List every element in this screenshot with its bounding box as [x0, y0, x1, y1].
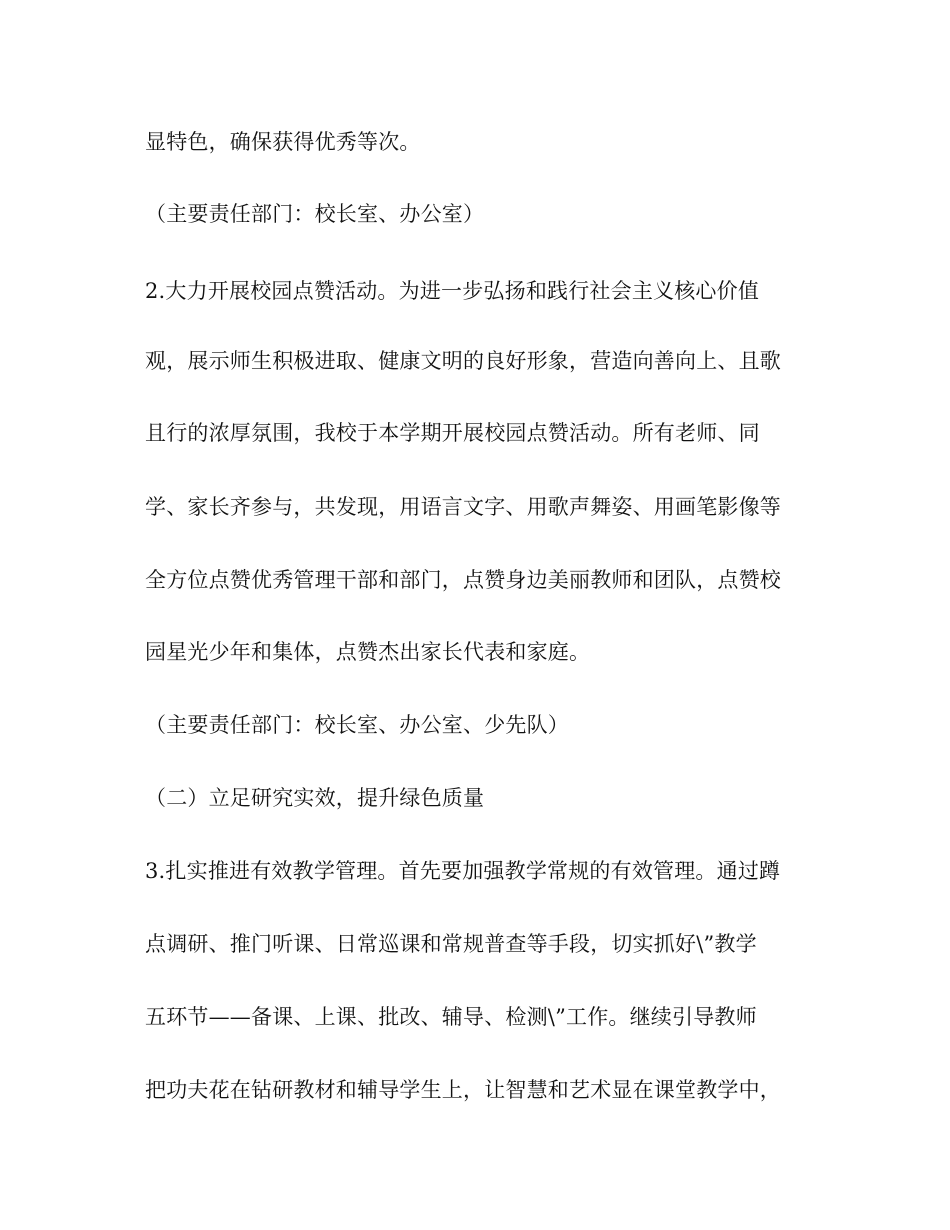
paragraph-line: 园星光少年和集体，点赞杰出家长代表和家庭。 — [145, 640, 591, 664]
paragraph-line: 且行的浓厚氛围，我校于本学期开展校园点赞活动。所有老师、同 — [145, 421, 760, 445]
paragraph-line: 五环节——备课、上课、批改、辅导、检测\”工作。继续引导教师 — [145, 1005, 757, 1029]
responsibility-note: （主要责任部门：校长室、办公室、少先队） — [145, 713, 569, 737]
paragraph-line: 显特色，确保获得优秀等次。 — [145, 130, 421, 154]
paragraph-line: 点调研、推门听课、日常巡课和常规普查等手段，切实抓好\”教学 — [145, 932, 757, 956]
responsibility-note: （主要责任部门：校长室、办公室） — [145, 202, 485, 226]
paragraph-line: 学、家长齐参与，共发现，用语言文字、用歌声舞姿、用画笔影像等 — [145, 495, 781, 519]
paragraph-line: 3.扎实推进有效教学管理。首先要加强教学常规的有效管理。通过蹲 — [145, 859, 781, 883]
paragraph-line: 全方位点赞优秀管理干部和部门，点赞身边美丽教师和团队，点赞校 — [145, 568, 781, 592]
paragraph-line: 把功夫花在钻研教材和辅导学生上，让智慧和艺术显在课堂教学中， — [145, 1078, 781, 1102]
section-heading: （二）立足研究实效，提升绿色质量 — [145, 786, 485, 810]
paragraph-line: 2.大力开展校园点赞活动。为进一步弘扬和践行社会主义核心价值 — [145, 279, 760, 303]
paragraph-line: 观，展示师生积极进取、健康文明的良好形象，营造向善向上、且歌 — [145, 349, 781, 373]
